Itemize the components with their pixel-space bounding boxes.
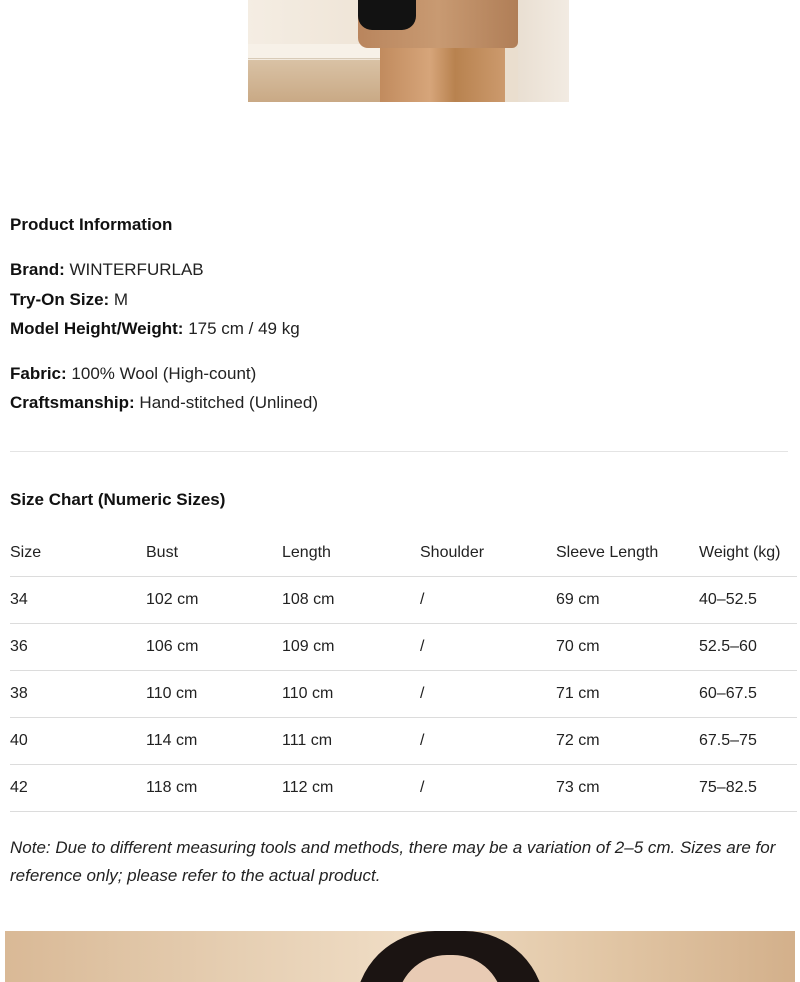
cell-shoulder: / xyxy=(420,765,556,812)
cell-bust: 114 cm xyxy=(146,718,282,765)
brand-label: Brand: xyxy=(10,260,65,279)
header-sleeve-length: Sleeve Length xyxy=(556,530,699,577)
cell-size: 40 xyxy=(10,718,146,765)
fabric-label: Fabric: xyxy=(10,364,67,383)
header-shoulder: Shoulder xyxy=(420,530,556,577)
model-measure-value: 175 cm / 49 kg xyxy=(188,319,300,338)
table-row xyxy=(10,624,797,671)
cell-weight: 67.5–75 xyxy=(699,718,797,765)
tryon-size-line xyxy=(10,290,128,310)
product-photo-top xyxy=(248,0,569,102)
table-row xyxy=(10,765,797,812)
craftsmanship-line xyxy=(10,393,318,413)
product-info-title: Product Information xyxy=(10,215,173,234)
size-chart-table xyxy=(10,530,797,812)
header-size: Size xyxy=(10,530,146,577)
fabric-line xyxy=(10,364,256,384)
cell-size: 42 xyxy=(10,765,146,812)
cell-length: 109 cm xyxy=(282,624,420,671)
table-row xyxy=(10,671,797,718)
size-chart-title: Size Chart (Numeric Sizes) xyxy=(10,490,226,509)
section-divider xyxy=(10,451,788,452)
tryon-size-label: Try-On Size: xyxy=(10,290,110,309)
header-length: Length xyxy=(282,530,420,577)
model-measure-label: Model Height/Weight: xyxy=(10,319,184,338)
cell-length: 111 cm xyxy=(282,718,420,765)
fabric-value: 100% Wool (High-count) xyxy=(71,364,257,383)
cell-size: 34 xyxy=(10,577,146,624)
brand-value: WINTERFURLAB xyxy=(69,260,204,279)
cell-bust: 118 cm xyxy=(146,765,282,812)
cell-weight: 75–82.5 xyxy=(699,765,797,812)
cell-length: 112 cm xyxy=(282,765,420,812)
cell-weight: 52.5–60 xyxy=(699,624,797,671)
tryon-size-value: M xyxy=(113,290,129,309)
header-weight: Weight (kg) xyxy=(699,530,797,577)
craftsmanship-value: Hand-stitched (Unlined) xyxy=(139,393,319,412)
brand-line xyxy=(10,260,204,280)
cell-bust: 102 cm xyxy=(146,577,282,624)
table-row xyxy=(10,718,797,765)
model-measure-line xyxy=(10,319,300,339)
cell-bust: 106 cm xyxy=(146,624,282,671)
sizing-note: Note: Due to different measuring tools and methods, there may be a variation of 2–5 cm. Sizes are for reference only; please refer to the actual product. xyxy=(10,838,776,885)
cell-shoulder: / xyxy=(420,577,556,624)
cell-sleeve-length: 70 cm xyxy=(556,624,699,671)
product-photo-bottom xyxy=(5,931,795,982)
cell-length: 110 cm xyxy=(282,671,420,718)
cell-shoulder: / xyxy=(420,671,556,718)
cell-sleeve-length: 72 cm xyxy=(556,718,699,765)
cell-sleeve-length: 71 cm xyxy=(556,671,699,718)
craftsmanship-label: Craftsmanship: xyxy=(10,393,135,412)
cell-size: 36 xyxy=(10,624,146,671)
cell-sleeve-length: 73 cm xyxy=(556,765,699,812)
size-chart-header-row xyxy=(10,530,797,577)
header-bust: Bust xyxy=(146,530,282,577)
cell-length: 108 cm xyxy=(282,577,420,624)
cell-sleeve-length: 69 cm xyxy=(556,577,699,624)
cell-size: 38 xyxy=(10,671,146,718)
cell-shoulder: / xyxy=(420,718,556,765)
cell-shoulder: / xyxy=(420,624,556,671)
cell-weight: 40–52.5 xyxy=(699,577,797,624)
cell-bust: 110 cm xyxy=(146,671,282,718)
table-row xyxy=(10,577,797,624)
cell-weight: 60–67.5 xyxy=(699,671,797,718)
